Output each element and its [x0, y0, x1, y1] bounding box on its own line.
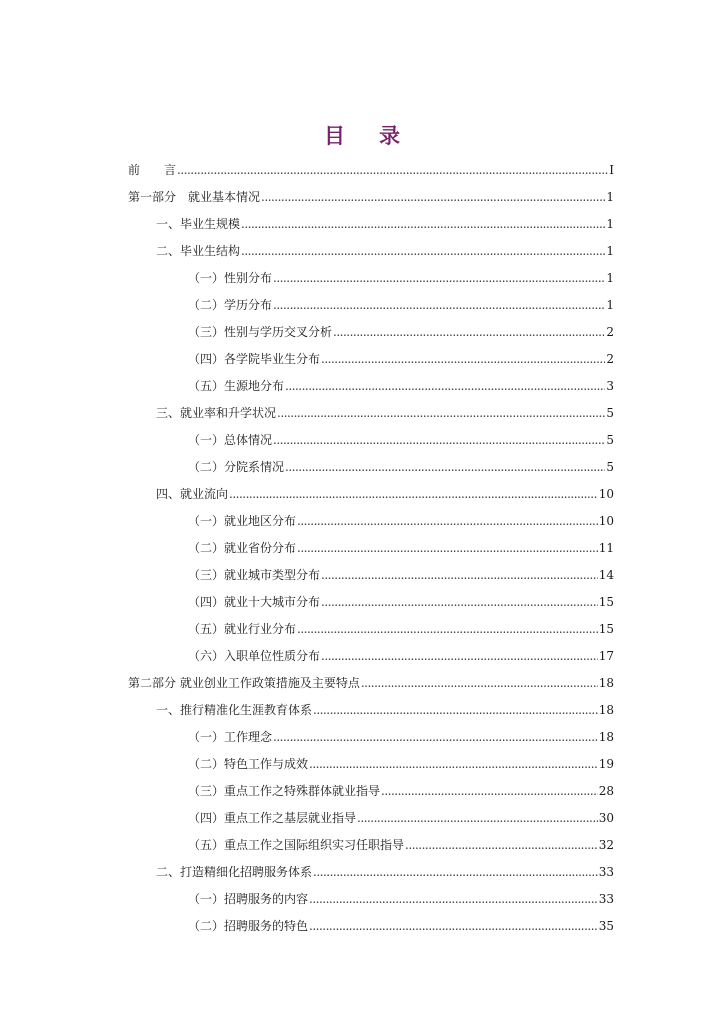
- toc-entry-page: 1: [606, 271, 614, 285]
- toc-entry[interactable]: [128, 859, 614, 886]
- toc-leader-dots: [273, 427, 605, 454]
- toc-entry[interactable]: [128, 184, 614, 211]
- toc-leader-dots: [321, 589, 598, 616]
- toc-entry-page: 19: [598, 757, 614, 771]
- toc-entry[interactable]: [128, 211, 614, 238]
- toc-entry[interactable]: [128, 454, 614, 481]
- toc-leader-dots: [321, 643, 598, 670]
- toc-entry[interactable]: [128, 319, 614, 346]
- toc-entry[interactable]: [128, 157, 614, 184]
- toc-entry-label: 前 言: [128, 163, 177, 177]
- toc-entry-label: （一）性别分布: [188, 271, 273, 285]
- toc-entry-page: 5: [606, 460, 614, 474]
- toc-entry-page: 10: [598, 514, 614, 528]
- toc-entry-label: （二）就业省份分布: [188, 541, 297, 555]
- toc-leader-dots: [361, 670, 598, 697]
- toc-entry-label: （四）就业十大城市分布: [188, 595, 321, 609]
- toc-entry-label: （六）入职单位性质分布: [188, 649, 321, 663]
- toc-entry-page: 1: [606, 217, 614, 231]
- toc-entry[interactable]: [128, 643, 614, 670]
- toc-entry[interactable]: [128, 724, 614, 751]
- toc-entry-page: 18: [598, 703, 614, 717]
- toc-entry-page: 1: [606, 298, 614, 312]
- toc-entry[interactable]: [128, 373, 614, 400]
- toc-entry-page: 2: [606, 352, 614, 366]
- toc-leader-dots: [333, 319, 605, 346]
- toc-entry-label: （一）招聘服务的内容: [188, 892, 309, 906]
- toc-entry-page: 10: [598, 487, 614, 501]
- toc-leader-dots: [297, 535, 598, 562]
- title-char-2: 录: [379, 124, 400, 148]
- toc-leader-dots: [285, 454, 605, 481]
- toc-entry-page: 35: [598, 919, 614, 933]
- toc-leader-dots: [309, 886, 598, 913]
- toc-leader-dots: [273, 292, 605, 319]
- toc-entry[interactable]: [128, 562, 614, 589]
- toc-entry[interactable]: [128, 400, 614, 427]
- toc-entry-page: 15: [598, 595, 614, 609]
- toc-entry-label: 第一部分 就业基本情况: [128, 190, 261, 204]
- toc-entry[interactable]: [128, 913, 614, 940]
- page-title: [0, 120, 724, 150]
- toc-leader-dots: [261, 184, 605, 211]
- toc-leader-dots: [309, 751, 598, 778]
- toc-entry-label: （五）生源地分布: [188, 379, 285, 393]
- toc-leader-dots: [313, 859, 598, 886]
- toc-entry-label: （三）性别与学历交叉分析: [188, 325, 333, 339]
- toc-entry-page: 28: [598, 784, 614, 798]
- toc-entry-label: 第二部分 就业创业工作政策措施及主要特点: [128, 676, 360, 690]
- toc-entry[interactable]: [128, 292, 614, 319]
- title-char-1: 目: [324, 124, 345, 148]
- toc-leader-dots: [241, 238, 605, 265]
- toc-entry-page: 17: [598, 649, 614, 663]
- toc-entry-page: 18: [598, 676, 614, 690]
- toc-leader-dots: [177, 157, 608, 184]
- toc-entry-label: （五）就业行业分布: [188, 622, 297, 636]
- toc-entry-label: （四）各学院毕业生分布: [188, 352, 321, 366]
- toc-entry-label: （二）分院系情况: [188, 460, 285, 474]
- toc-entry-page: 3: [606, 379, 614, 393]
- toc-entry[interactable]: [128, 616, 614, 643]
- toc-entry-label: 三、就业率和升学状况: [156, 406, 277, 420]
- toc-entry-label: 一、毕业生规模: [156, 217, 241, 231]
- toc-entry[interactable]: [128, 778, 614, 805]
- toc-entry[interactable]: [128, 805, 614, 832]
- toc-entry[interactable]: [128, 508, 614, 535]
- toc-leader-dots: [381, 778, 598, 805]
- toc-entry-label: 二、打造精细化招聘服务体系: [156, 865, 313, 879]
- toc-entry-page: 1: [606, 190, 614, 204]
- toc-entry-label: （三）重点工作之特殊群体就业指导: [188, 784, 381, 798]
- toc-entry[interactable]: [128, 238, 614, 265]
- toc-entry-label: （三）就业城市类型分布: [188, 568, 321, 582]
- toc-entry-label: 四、就业流向: [156, 487, 229, 501]
- toc-entry-label: （二）招聘服务的特色: [188, 919, 309, 933]
- toc-entry[interactable]: [128, 427, 614, 454]
- toc-entry-page: 32: [598, 838, 614, 852]
- toc-entry-page: 30: [598, 811, 614, 825]
- toc-entry-label: （一）工作理念: [188, 730, 273, 744]
- toc-entry[interactable]: [128, 265, 614, 292]
- toc-leader-dots: [273, 265, 605, 292]
- toc-entry[interactable]: [128, 589, 614, 616]
- toc-entry[interactable]: [128, 670, 614, 697]
- toc-entry-label: （四）重点工作之基层就业指导: [188, 811, 357, 825]
- toc-entry[interactable]: [128, 535, 614, 562]
- toc-entry-page: 14: [598, 568, 614, 582]
- toc-leader-dots: [313, 697, 598, 724]
- toc-leader-dots: [241, 211, 605, 238]
- toc-leader-dots: [321, 562, 598, 589]
- toc-entry-label: （一）总体情况: [188, 433, 273, 447]
- toc-entry-page: 33: [598, 865, 614, 879]
- toc-entry-page: 15: [598, 622, 614, 636]
- table-of-contents: [128, 157, 614, 940]
- toc-entry-label: 一、推行精准化生涯教育体系: [156, 703, 313, 717]
- toc-entry-label: （一）就业地区分布: [188, 514, 297, 528]
- toc-entry[interactable]: [128, 832, 614, 859]
- toc-leader-dots: [309, 913, 598, 940]
- toc-leader-dots: [277, 400, 605, 427]
- toc-entry[interactable]: [128, 886, 614, 913]
- toc-entry[interactable]: [128, 481, 614, 508]
- toc-entry[interactable]: [128, 697, 614, 724]
- toc-entry-page: 18: [598, 730, 614, 744]
- toc-entry-page: 33: [598, 892, 614, 906]
- toc-entry-page: 5: [606, 433, 614, 447]
- toc-entry-page: 1: [606, 244, 614, 258]
- toc-entry-label: （二）特色工作与成效: [188, 757, 309, 771]
- toc-leader-dots: [321, 346, 605, 373]
- toc-entry-label: 二、毕业生结构: [156, 244, 241, 258]
- toc-leader-dots: [405, 832, 598, 859]
- toc-leader-dots: [285, 373, 605, 400]
- toc-entry-page: 2: [606, 325, 614, 339]
- toc-entry-label: （二）学历分布: [188, 298, 273, 312]
- toc-leader-dots: [229, 481, 598, 508]
- toc-leader-dots: [297, 508, 598, 535]
- toc-leader-dots: [297, 616, 598, 643]
- toc-entry-label: （五）重点工作之国际组织实习任职指导: [188, 838, 405, 852]
- toc-entry[interactable]: [128, 346, 614, 373]
- toc-leader-dots: [273, 724, 598, 751]
- toc-entry[interactable]: [128, 751, 614, 778]
- toc-entry-page: 5: [606, 406, 614, 420]
- toc-leader-dots: [357, 805, 598, 832]
- toc-entry-page: 11: [598, 541, 614, 555]
- toc-entry-page: I: [609, 163, 614, 177]
